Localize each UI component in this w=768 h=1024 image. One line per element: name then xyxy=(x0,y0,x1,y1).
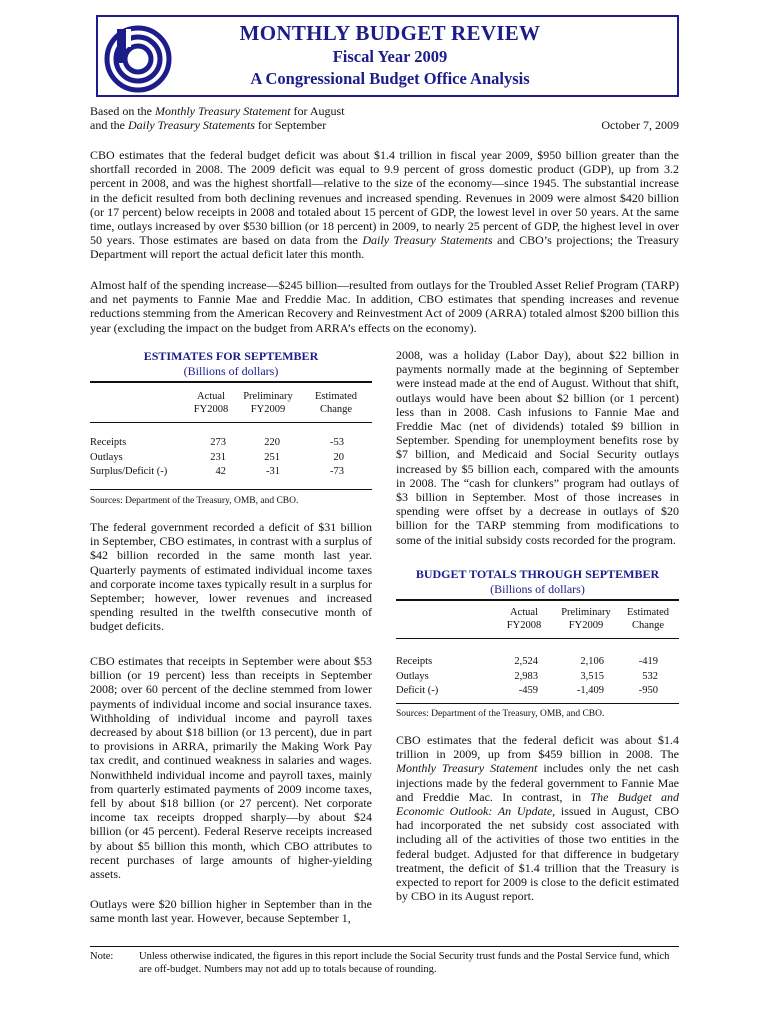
table1-subtitle: (Billions of dollars) xyxy=(183,364,279,378)
table-cell: -31 xyxy=(266,466,280,477)
left-paragraph-3: Outlays were $20 billion higher in September than in the same month last year. However, because September 1, xyxy=(90,897,372,926)
table-cell: 273 xyxy=(210,437,226,448)
table-cell: 2,524 xyxy=(514,656,538,667)
note-rule xyxy=(90,946,679,947)
analysis-subtitle: A Congressional Budget Office Analysis xyxy=(250,69,530,88)
table-cell: 532 xyxy=(642,671,658,682)
table-row-label: Receipts xyxy=(396,656,433,667)
table-cell: 2,106 xyxy=(580,656,604,667)
fiscal-year-subtitle: Fiscal Year 2009 xyxy=(332,47,448,66)
table1-header-rule xyxy=(90,422,372,423)
table1-col-header: Estimated Change xyxy=(315,391,357,415)
title-block xyxy=(180,20,600,90)
table-cell: 220 xyxy=(264,437,280,448)
table1-col-header: Actual FY2008 xyxy=(193,391,229,415)
intro-paragraph-2: Almost half of the spending increase—$245 billion—resulted from outlays for the Troubled Asset Relief Program (TARP) and net payments to Fannie Mae and Freddie Mac. In addition, CBO estimates that spending increases and revenue reductions stemming from the American Recovery and Reinvestment Act of 2009 (ARRA) totaled almost $200 billion this year (excluding the impact on the budget from ARRA’s effects on the economy). xyxy=(90,278,679,335)
table2-col-header: Estimated Change xyxy=(627,607,669,631)
table-row-label: Surplus/Deficit (-) xyxy=(90,466,168,477)
table1-source: Sources: Department of the Treasury, OMB, and CBO. xyxy=(90,496,299,506)
data-basis: Based on the Monthly Treasury Statement for August and the Daily Treasury Statements for September xyxy=(90,104,345,132)
table-cell: 2,983 xyxy=(514,671,538,682)
table2-header-rule xyxy=(396,638,679,639)
table2-subtitle: (Billions of dollars) xyxy=(490,582,585,596)
table-row-label: Deficit (-) xyxy=(396,685,439,696)
table-cell: -950 xyxy=(638,685,658,696)
table2-col-header: Actual FY2008 xyxy=(506,607,542,631)
table2-top-rule xyxy=(396,599,679,601)
table-cell: 42 xyxy=(215,466,226,477)
table2-source: Sources: Department of the Treasury, OMB, and CBO. xyxy=(396,709,605,719)
report-date: October 7, 2009 xyxy=(601,118,679,132)
right-paragraph-2: CBO estimates that the federal deficit was about $1.4 trillion in 2009, up from $459 billion in 2008. The Monthly Treasury Statement includes only the net cash injections made by the federal government to Fannie Mae and Freddie Mac. In contrast, in The Budget and Economic Outlook: An Update, issued in August, CBO had incorporated the net subsidy cost associated with including all of the activities of those two entities in the federal budget. Adjusted for that difference in budgetary treatment, the deficit of $1.4 trillion that the Treasury is expected to report for 2009 is close to the deficit estimated by CBO in its August report. xyxy=(396,733,680,904)
cbo-logo-icon xyxy=(104,25,172,93)
left-paragraph-2: CBO estimates that receipts in September were about $53 billion (or 19 percent) less than receipts in September 2008; over 60 percent of the decline stemmed from lower payments of individual income and social insurance taxes. Withholding of individual income and payroll taxes decreased by about $18 billion (or 13 percent), due in part to provisions in ARRA, primarily the Making Work Pay tax credit, and continued weakness in salaries and wages. Nonwithheld individual income and payroll taxes, mainly from quarterly estimated payments of 2009 income taxes, fell by about $18 billion (or 27 percent). Net corporate income tax receipts dropped sharply—by about $24 billion (or 45 percent). Federal Reserve receipts increased by about $5 billion this month, which CBO attributes to recent purchases of large amounts of higher-yielding assets. xyxy=(90,654,372,882)
table-cell: 231 xyxy=(210,452,226,463)
table-cell: 20 xyxy=(333,452,344,463)
table1-bottom-rule xyxy=(90,489,372,490)
note-text: Unless otherwise indicated, the figures in this report include the Social Security trust funds and the Postal Service fund, which are off-budget. Numbers may not add up to totals because of rounding. xyxy=(139,951,670,975)
table-cell: -459 xyxy=(518,685,538,696)
table2-title: BUDGET TOTALS THROUGH SEPTEMBER xyxy=(415,567,660,581)
table-cell: 3,515 xyxy=(580,671,604,682)
table2-bottom-rule xyxy=(396,703,679,704)
left-paragraph-1: The federal government recorded a deficit of $31 billion in September, CBO estimates, in contrast with a surplus of $42 billion recorded in the same month last year. Quarterly payments of estimated individual income taxes and corporate income taxes typically result in a surplus for September; however, lower revenues and increased spending resulted in the twelfth consecutive month of budget deficits. xyxy=(90,520,372,634)
table-cell: 251 xyxy=(264,452,280,463)
table1-title: ESTIMATES FOR SEPTEMBER xyxy=(143,349,319,363)
table-row-label: Outlays xyxy=(396,671,429,682)
right-paragraph-1: 2008, was a holiday (Labor Day), about $22 billion in payments normally made at the beginning of September were instead made at the end of August. Without that shift, outlays would have been about $2 billion (or 1 percent) less than in 2008. Cash infusions to Fannie Mae and Freddie Mac (net of dividends) totaled $9 billion in September. Spending for unemployment benefits rose by $7 billion, and Medicaid and Social Security outlays increased by $5 billion each, compared with the amounts in 2008. The “cash for clunkers” program had outlays of $3 billion in September. Most of those increases in spending were offset by a decrease in outlays of $20 billion for the TARP stemming from modifications to some of the initial subsidy costs recorded for the program. xyxy=(396,348,679,547)
table-cell: -53 xyxy=(330,437,344,448)
table-cell: -419 xyxy=(638,656,658,667)
table1-col-header: Preliminary FY2009 xyxy=(243,391,293,415)
table1-top-rule xyxy=(90,381,372,383)
intro-paragraph-1: CBO estimates that the federal budget deficit was about $1.4 trillion in fiscal year 2009, $950 billion greater than the shortfall recorded in 2008. The 2009 deficit was equal to 9.9 percent of gross domestic product (GDP), up from 3.2 percent in 2008, and was the highest shortfall—relative to the size of the economy—since 1945. The substantial increase in the deficit resulted from both declining revenues and increased spending. Revenues in 2009 were almost $420 billion (or 17 percent) below receipts in 2008 and totaled about 15 percent of GDP, the lowest level in over 50 years. At the same time, outlays increased by over $530 billion (or 18 percent) in 2009, to nearly 25 percent of GDP, the highest level in over 50 years. Those estimates are based on data from the Daily Treasury Statements and CBO’s projections; the Treasury Department will report the actual deficit later this month. xyxy=(90,148,680,262)
table-row-label: Receipts xyxy=(90,437,127,448)
table-row-label: Outlays xyxy=(90,452,123,463)
table-cell: -73 xyxy=(330,466,344,477)
note-label: Note: xyxy=(90,951,114,962)
page-title: MONTHLY BUDGET REVIEW xyxy=(239,21,541,45)
table-cell: -1,409 xyxy=(576,685,604,696)
table2-col-header: Preliminary FY2009 xyxy=(561,607,611,631)
